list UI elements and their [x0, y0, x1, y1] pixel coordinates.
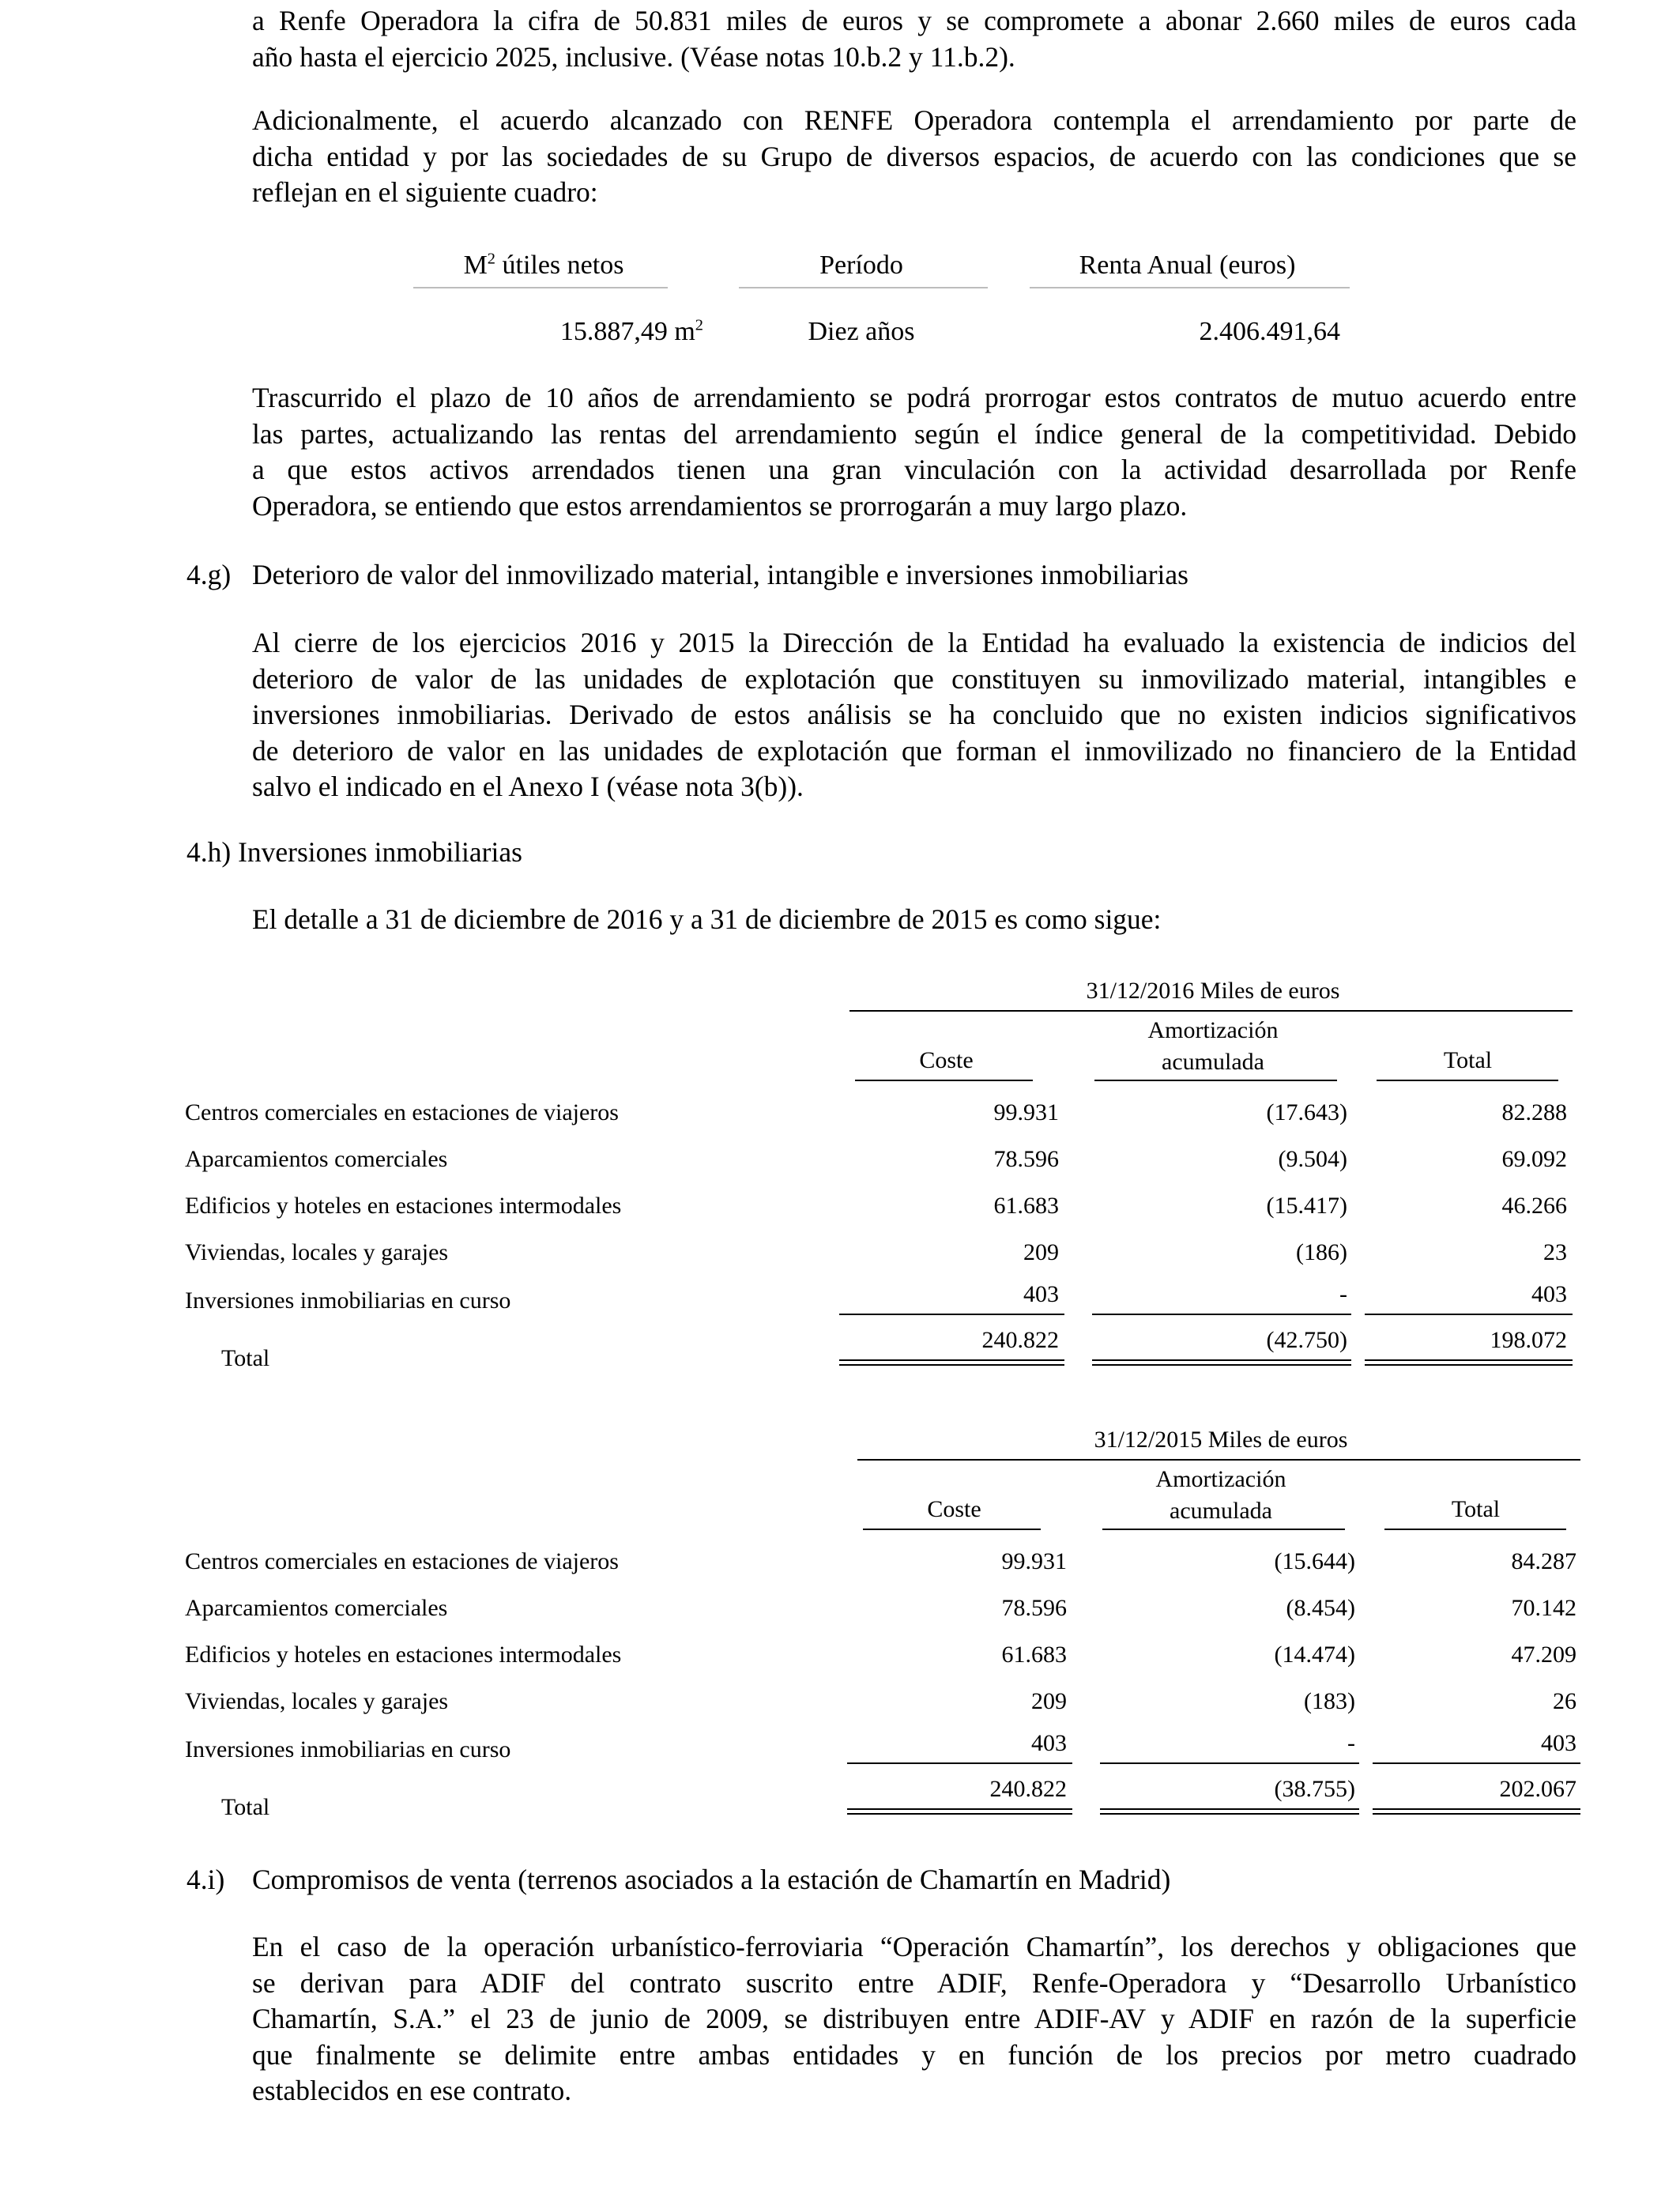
row-amort: (183)	[1304, 1688, 1355, 1714]
text-line: salvo el indicado en el Anexo I (véase nota 3(b)).	[252, 771, 804, 802]
row-total: 84.287	[1511, 1548, 1576, 1574]
row-cost: 99.931	[1001, 1548, 1067, 1574]
text-line: Al cierre de los ejercicios 2016 y 2015 la Dirección de la Entidad ha evaluado la existencia de indicios del	[252, 627, 1576, 658]
row-cost: 99.931	[993, 1099, 1059, 1125]
subtotal-rule	[1365, 1314, 1573, 1315]
lease-header-area	[413, 248, 674, 283]
section-i-paragraph	[252, 1929, 1576, 2109]
area-value-sup: 2	[695, 316, 703, 334]
lease-period-value: Diez años	[808, 317, 915, 346]
row-amort: (17.643)	[1266, 1099, 1347, 1125]
area-suffix: útiles netos	[495, 251, 624, 280]
text-line: En el caso de la operación urbanístico-ferroviaria “Operación Chamartín”, los derechos y obligaciones que	[252, 1931, 1576, 1962]
row-amort: -	[1339, 1281, 1347, 1307]
total-cost: 240.822	[989, 1776, 1067, 1802]
row-cost: 209	[1031, 1688, 1067, 1714]
section-title: Deterioro de valor del inmovilizado material, intangible e inversiones inmobiliarias	[252, 559, 1188, 590]
row-total: 82.288	[1501, 1099, 1567, 1125]
section-g-paragraph	[252, 625, 1576, 805]
row-label: Inversiones inmobiliarias en curso	[185, 1287, 511, 1314]
total-label: Total	[221, 1794, 270, 1820]
text-line: deterioro de valor de las unidades de explotación que constituyen su inmovilizado material, intangibles e	[252, 662, 1576, 695]
section-number: 4.g)	[186, 559, 232, 590]
total-amort: (42.750)	[1266, 1327, 1347, 1353]
row-amort: -	[1347, 1730, 1355, 1756]
intro-paragraph	[252, 3, 1576, 75]
row-amort: (15.417)	[1266, 1193, 1347, 1219]
row-amort: (14.474)	[1274, 1642, 1355, 1668]
row-label: Edificios y hoteles en estaciones intermodales	[185, 1193, 622, 1219]
subtotal-rule	[1100, 1762, 1359, 1764]
row-total: 23	[1543, 1239, 1567, 1265]
total-cost: 240.822	[981, 1327, 1059, 1353]
row-cost: 209	[1023, 1239, 1059, 1265]
row-label: Viviendas, locales y garajes	[185, 1239, 449, 1265]
section-number: 4.i)	[186, 1864, 225, 1895]
section-title: Compromisos de venta (terrenos asociados a la estación de Chamartín en Madrid)	[252, 1864, 1171, 1895]
col-header-amort: acumulada	[1162, 1049, 1264, 1075]
row-amort: (8.454)	[1286, 1595, 1355, 1621]
subtotal-rule	[1373, 1762, 1580, 1764]
text-line: a Renfe Operadora la cifra de 50.831 miles de euros y se compromete a abonar 2.660 miles de euros cada	[252, 5, 1576, 36]
lease-header-rule	[1030, 287, 1350, 288]
row-cost: 403	[1031, 1730, 1067, 1756]
total-double-rule	[839, 1359, 1064, 1366]
row-amort: (9.504)	[1278, 1146, 1347, 1172]
text-line: establecidos en ese contrato.	[252, 2075, 572, 2106]
col-header-rule	[1377, 1080, 1558, 1081]
extension-paragraph	[252, 380, 1576, 524]
col-header-cost: Coste	[919, 1047, 974, 1073]
text-line: que finalmente se delimite entre ambas entidades y en función de los precios por metro cuadrado	[252, 2038, 1576, 2071]
col-header-total: Total	[1451, 1496, 1501, 1522]
col-header-rule	[1102, 1529, 1345, 1530]
col-header-amort: Amortización	[1155, 1466, 1286, 1492]
text-line: a que estos activos arrendados tienen una gran vinculación con la actividad desarrollada por Renfe	[252, 454, 1576, 485]
area-label: M	[463, 251, 488, 280]
col-header-rule	[855, 1080, 1033, 1081]
row-label: Inversiones inmobiliarias en curso	[185, 1736, 511, 1762]
row-label: Centros comerciales en estaciones de viajeros	[185, 1548, 619, 1574]
lease-header-period: Período	[819, 251, 903, 280]
lease-header-rule	[739, 287, 988, 288]
row-cost: 61.683	[1001, 1642, 1067, 1668]
row-label: Viviendas, locales y garajes	[185, 1688, 449, 1714]
subtotal-rule	[1092, 1314, 1351, 1315]
row-total: 70.142	[1511, 1595, 1576, 1621]
row-total: 403	[1531, 1281, 1567, 1307]
lease-area-value	[443, 315, 703, 349]
table-title: 31/12/2016 Miles de euros	[1086, 978, 1340, 1004]
row-label: Centros comerciales en estaciones de viajeros	[185, 1099, 619, 1125]
row-label: Aparcamientos comerciales	[185, 1595, 448, 1621]
col-header-amort: acumulada	[1170, 1498, 1272, 1524]
col-header-cost: Coste	[927, 1496, 981, 1522]
lease-header-rule	[413, 287, 668, 288]
row-amort: (186)	[1296, 1239, 1347, 1265]
total-total: 202.067	[1499, 1776, 1576, 1802]
section-heading: 4.h) Inversiones inmobiliarias	[186, 836, 522, 868]
text-line: Chamartín, S.A.” el 23 de junio de 2009, se distribuyen entre ADIF-AV y ADIF en razón de la superficie	[252, 2003, 1576, 2034]
col-header-amort: Amortización	[1147, 1017, 1279, 1043]
section-intro: El detalle a 31 de diciembre de 2016 y a 31 de diciembre de 2015 es como sigue:	[252, 903, 1162, 935]
text-line: Adicionalmente, el acuerdo alcanzado con RENFE Operadora contempla el arrendamiento por parte de	[252, 104, 1576, 136]
row-total: 403	[1541, 1730, 1576, 1756]
lease-rent-value: 2.406.491,64	[1199, 317, 1340, 346]
text-line: inversiones inmobiliarias. Derivado de estos análisis se ha concluido que no existen indicios significativos	[252, 699, 1576, 730]
row-cost: 78.596	[1001, 1595, 1067, 1621]
table-title-rule	[849, 1010, 1573, 1012]
total-double-rule	[847, 1808, 1072, 1815]
total-label: Total	[221, 1345, 270, 1371]
text-line: dicha entidad y por las sociedades de su Grupo de diversos espacios, de acuerdo con las condiciones que se	[252, 140, 1576, 172]
row-total: 47.209	[1511, 1642, 1576, 1668]
total-double-rule	[1092, 1359, 1351, 1366]
additional-paragraph	[252, 103, 1576, 211]
text-line: Trascurrido el plazo de 10 años de arrendamiento se podrá prorrogar estos contratos de mutuo acuerdo entre	[252, 382, 1576, 413]
col-header-rule	[1384, 1529, 1566, 1530]
table-title-rule	[857, 1459, 1580, 1461]
total-double-rule	[1373, 1808, 1580, 1815]
row-cost: 61.683	[993, 1193, 1059, 1219]
lease-header-rent: Renta Anual (euros)	[1079, 251, 1296, 280]
text-line: año hasta el ejercicio 2025, inclusive. (Véase notas 10.b.2 y 11.b.2).	[252, 40, 1015, 73]
row-label: Aparcamientos comerciales	[185, 1146, 448, 1172]
row-amort: (15.644)	[1274, 1548, 1355, 1574]
col-header-rule	[1094, 1080, 1337, 1081]
text-line: Operadora, se entiendo que estos arrendamientos se prorrogarán a muy largo plazo.	[252, 489, 1188, 522]
col-header-rule	[863, 1529, 1041, 1530]
row-cost: 403	[1023, 1281, 1059, 1307]
row-label: Edificios y hoteles en estaciones intermodales	[185, 1642, 622, 1668]
table-title: 31/12/2015 Miles de euros	[1094, 1427, 1348, 1453]
text-line: las partes, actualizando las rentas del arrendamiento según el índice general de la competitividad. Debido	[252, 417, 1576, 450]
subtotal-rule	[839, 1314, 1064, 1315]
row-total: 26	[1553, 1688, 1576, 1714]
area-value: 15.887,49 m	[559, 317, 695, 346]
area-sup: 2	[487, 250, 495, 268]
row-cost: 78.596	[993, 1146, 1059, 1172]
total-total: 198.072	[1490, 1327, 1567, 1353]
text-line: se derivan para ADIF del contrato suscrito entre ADIF, Renfe-Operadora y “Desarrollo Urbanístico	[252, 1966, 1576, 1999]
total-amort: (38.755)	[1274, 1776, 1355, 1802]
text-line: de deterioro de valor en las unidades de explotación que forman el inmovilizado no financiero de la Entidad	[252, 734, 1576, 767]
text-line: reflejan en el siguiente cuadro:	[252, 176, 598, 208]
total-double-rule	[1365, 1359, 1573, 1366]
col-header-total: Total	[1443, 1047, 1493, 1073]
row-total: 69.092	[1501, 1146, 1567, 1172]
row-total: 46.266	[1501, 1193, 1567, 1219]
subtotal-rule	[847, 1762, 1072, 1764]
total-double-rule	[1100, 1808, 1359, 1815]
